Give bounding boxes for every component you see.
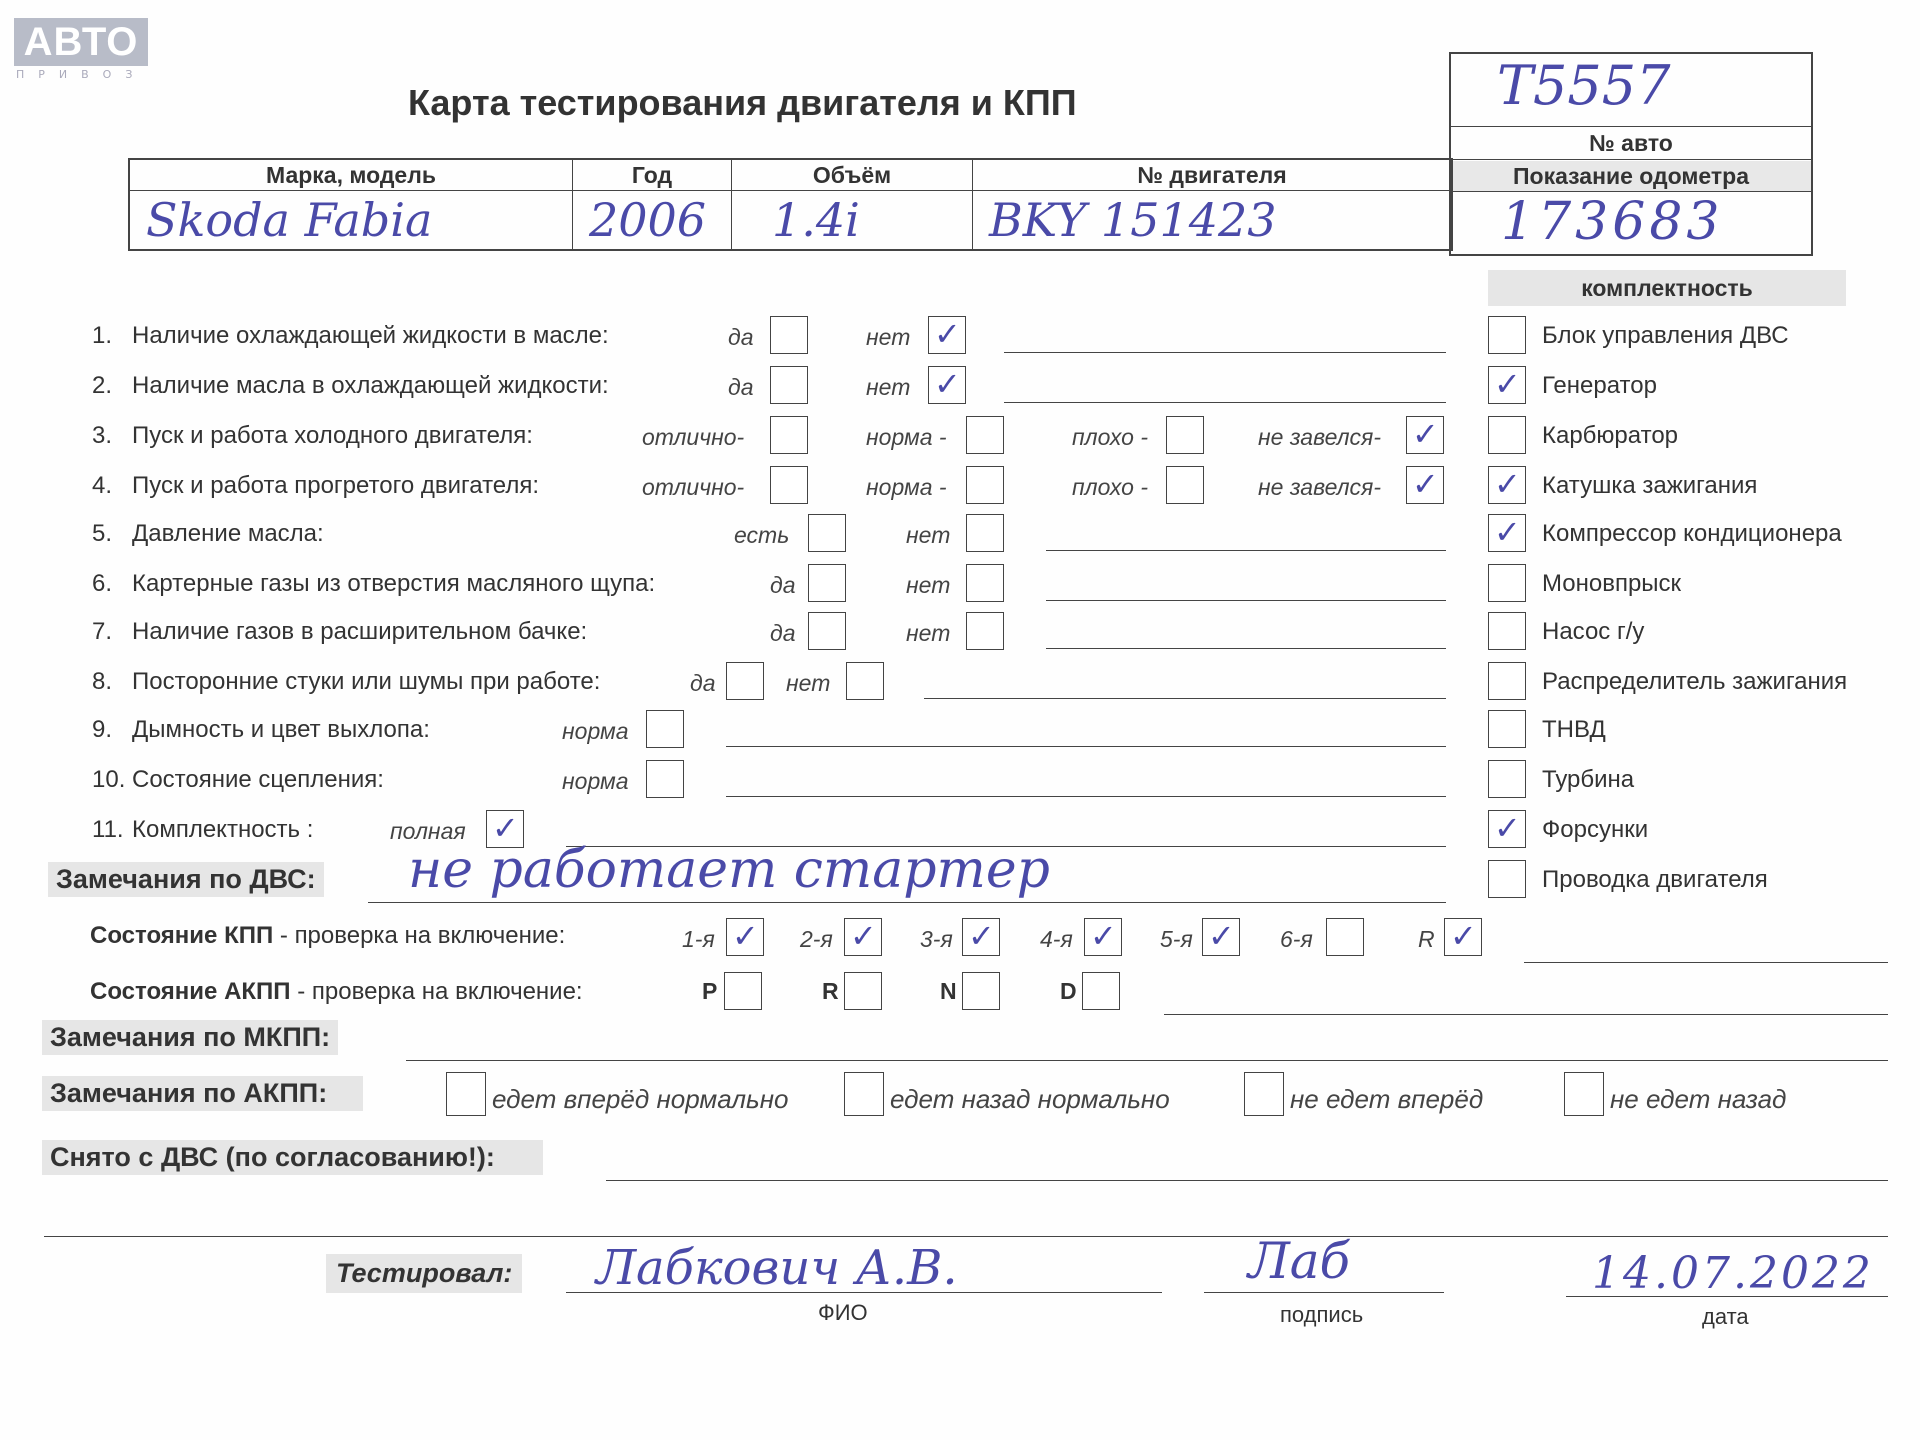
item-number: 1. — [92, 322, 113, 349]
kit-checkbox[interactable] — [1488, 860, 1526, 898]
option-label: есть — [734, 522, 790, 548]
kit-checkbox[interactable] — [1488, 710, 1526, 748]
checkbox[interactable] — [646, 710, 684, 748]
item-number: 6. — [92, 570, 113, 597]
checkbox[interactable] — [770, 416, 808, 454]
kit-item-label: Блок управления ДВС — [1542, 322, 1789, 349]
item-label: Давление масла: — [132, 520, 324, 547]
item-number: 11. — [92, 816, 124, 843]
akpp-remark-checkbox[interactable] — [1564, 1072, 1604, 1116]
answer-line — [1004, 402, 1446, 403]
kit-item-label: Насос г/у — [1542, 618, 1645, 645]
kit-checkbox[interactable] — [1488, 612, 1526, 650]
gear-checkbox[interactable] — [726, 918, 764, 956]
kit-checkbox[interactable] — [1488, 466, 1526, 504]
kit-item-label: ТНВД — [1542, 716, 1606, 743]
option-label: нет — [906, 522, 951, 548]
model-value: Skoda Fabia — [129, 191, 573, 251]
item-number: 7. — [92, 618, 113, 645]
checkbox[interactable] — [726, 662, 764, 700]
mode-label: D — [1060, 978, 1077, 1004]
answer-line — [1004, 352, 1446, 353]
option-label: норма — [562, 718, 629, 744]
dvs-remarks-label: Замечания по ДВС: — [48, 862, 324, 897]
col-engine-no: № двигателя — [973, 159, 1453, 191]
fio-caption: ФИО — [818, 1300, 868, 1325]
year-value: 2006 — [573, 191, 732, 251]
logo-subtitle: ПРИВОЗ — [16, 68, 147, 81]
checkbox[interactable] — [770, 366, 808, 404]
answer-line — [924, 698, 1446, 699]
mode-checkbox[interactable] — [1082, 972, 1120, 1010]
akpp-remark-checkbox[interactable] — [844, 1072, 884, 1116]
car-info-box — [1449, 52, 1813, 256]
date-caption: дата — [1702, 1304, 1749, 1329]
tested-label: Тестировал: — [326, 1254, 522, 1293]
checkbox[interactable] — [1406, 466, 1444, 504]
kit-item-label: Распределитель зажигания — [1542, 668, 1848, 695]
item-number: 4. — [92, 472, 113, 499]
checkbox[interactable] — [808, 514, 846, 552]
car-number-value: T5557 — [1497, 54, 1671, 117]
kit-item-label: Карбюратор — [1542, 422, 1679, 449]
gear-label: 5-я — [1160, 926, 1193, 952]
checkbox[interactable] — [770, 316, 808, 354]
kit-checkbox[interactable] — [1488, 416, 1526, 454]
checkbox[interactable] — [966, 564, 1004, 602]
gear-checkbox[interactable] — [1202, 918, 1240, 956]
checkbox[interactable] — [770, 466, 808, 504]
checkbox[interactable] — [928, 366, 966, 404]
akpp-remarks-label: Замечания по АКПП: — [42, 1076, 363, 1111]
kpp-label — [90, 922, 565, 950]
kit-item-label: Проводка двигателя — [1542, 866, 1768, 893]
mode-checkbox[interactable] — [962, 972, 1000, 1010]
checkbox[interactable] — [966, 612, 1004, 650]
gear-checkbox[interactable] — [962, 918, 1000, 956]
volume-value: 1.4i — [732, 191, 973, 251]
akpp-remark-label: едет вперёд нормально — [492, 1084, 789, 1114]
dvs-remarks-value: не работает стартер — [408, 840, 1050, 900]
item-label: Наличие газов в расширительном бачке: — [132, 618, 588, 645]
removed-line — [606, 1180, 1888, 1181]
removed-label: Снято с ДВС (по согласованию!): — [42, 1140, 543, 1175]
option-label: нет — [866, 374, 911, 400]
gear-checkbox[interactable] — [1084, 918, 1122, 956]
mode-label: P — [702, 978, 718, 1004]
item-label: Состояние сцепления: — [132, 766, 384, 793]
kit-checkbox[interactable] — [1488, 810, 1526, 848]
date-line — [1566, 1296, 1888, 1297]
checkbox[interactable] — [846, 662, 884, 700]
tester-signature: Лаб — [1248, 1232, 1351, 1290]
mkpp-remarks-label: Замечания по МКПП: — [42, 1020, 338, 1055]
answer-line — [1046, 550, 1446, 551]
car-number-label: № авто — [1589, 130, 1673, 156]
item-number: 2. — [92, 372, 113, 399]
option-label: да — [770, 572, 796, 598]
checkbox[interactable] — [966, 466, 1004, 504]
kpp-line — [1524, 962, 1888, 963]
mode-label: N — [940, 978, 957, 1004]
item-number: 8. — [92, 668, 113, 695]
item-label: Пуск и работа холодного двигателя: — [132, 422, 533, 449]
item-label: Пуск и работа прогретого двигателя: — [132, 472, 540, 499]
option-label: да — [770, 620, 796, 646]
mkpp-remarks-line — [406, 1060, 1888, 1061]
page-title: Карта тестирования двигателя и КПП — [408, 82, 1077, 123]
option-label: норма - — [866, 474, 947, 500]
option-label: отлично- — [642, 474, 745, 500]
gear-label: 2-я — [800, 926, 833, 952]
engine-no-value: BKY 151423 — [973, 191, 1453, 251]
gear-label: 4-я — [1040, 926, 1073, 952]
kit-title: комплектность — [1488, 270, 1846, 306]
tester-fio: Лабкович А.В. — [596, 1240, 958, 1296]
mode-checkbox[interactable] — [844, 972, 882, 1010]
odometer-value: 173683 — [1501, 192, 1724, 252]
kit-checkbox[interactable] — [1488, 514, 1526, 552]
kit-item-label: Форсунки — [1542, 816, 1649, 843]
option-label: плохо - — [1072, 474, 1148, 500]
option-label: да — [728, 324, 754, 350]
answer-line — [1046, 600, 1446, 601]
answer-line — [1046, 648, 1446, 649]
mode-checkbox[interactable] — [724, 972, 762, 1010]
col-year: Год — [573, 159, 732, 191]
answer-line — [726, 796, 1446, 797]
dvs-remarks-line — [368, 902, 1446, 903]
col-volume: Объём — [732, 159, 973, 191]
option-label: нет — [906, 620, 951, 646]
gear-checkbox[interactable] — [1444, 918, 1482, 956]
col-model: Марка, модель — [129, 159, 573, 191]
odometer-label: Показание одометра — [1451, 161, 1811, 191]
item-label: Наличие масла в охлаждающей жидкости: — [132, 372, 609, 399]
checkbox[interactable] — [1406, 416, 1444, 454]
akpp-line — [1164, 1014, 1888, 1015]
checkbox[interactable] — [966, 514, 1004, 552]
fio-line — [566, 1292, 1162, 1293]
option-label: не завелся- — [1258, 474, 1382, 500]
akpp-remark-checkbox[interactable] — [1244, 1072, 1284, 1116]
kit-item-label: Моновпрыск — [1542, 570, 1682, 597]
item-label: Картерные газы из отверстия масляного щупа: — [132, 570, 656, 597]
checkbox[interactable] — [1166, 416, 1204, 454]
item-label: Наличие охлаждающей жидкости в масле: — [132, 322, 609, 349]
checkbox[interactable] — [1166, 466, 1204, 504]
gear-checkbox[interactable] — [844, 918, 882, 956]
checkbox[interactable] — [646, 760, 684, 798]
option-label: да — [690, 670, 716, 696]
kpp-label-rest: - проверка на включение: — [273, 922, 566, 949]
logo: АВТО — [14, 18, 148, 66]
kit-item-label: Компрессор кондиционера — [1542, 520, 1842, 547]
option-label: нет — [866, 324, 911, 350]
option-label: отлично- — [642, 424, 745, 450]
option-label: полная — [390, 818, 466, 844]
option-label: нет — [906, 572, 951, 598]
answer-line — [726, 746, 1446, 747]
checkbox[interactable] — [966, 416, 1004, 454]
kit-checkbox[interactable] — [1488, 316, 1526, 354]
akpp-remark-label: не едет назад — [1610, 1084, 1787, 1114]
separator-line — [44, 1236, 1888, 1237]
checkbox[interactable] — [808, 564, 846, 602]
test-date: 14.07.2022 — [1592, 1248, 1874, 1299]
sign-line — [1204, 1292, 1444, 1293]
option-label: плохо - — [1072, 424, 1148, 450]
kit-item-label: Турбина — [1542, 766, 1635, 793]
gear-label: 6-я — [1280, 926, 1313, 952]
kit-checkbox[interactable] — [1488, 760, 1526, 798]
kit-checkbox[interactable] — [1488, 564, 1526, 602]
item-label: Посторонние стуки или шумы при работе: — [132, 668, 601, 695]
option-label: не завелся- — [1258, 424, 1382, 450]
akpp-remark-label: едет назад нормально — [890, 1084, 1170, 1114]
kit-checkbox[interactable] — [1488, 366, 1526, 404]
akpp-label-bold: Состояние АКПП — [90, 978, 291, 1005]
gear-label: 1-я — [682, 926, 715, 952]
gear-checkbox[interactable] — [1326, 918, 1364, 956]
akpp-label-rest: - проверка на включение: — [290, 978, 583, 1005]
mode-label: R — [822, 978, 839, 1004]
kit-item-label: Катушка зажигания — [1542, 472, 1758, 499]
option-label: норма - — [866, 424, 947, 450]
item-number: 10. — [92, 766, 126, 793]
item-number: 5. — [92, 520, 113, 547]
akpp-label — [90, 978, 583, 1006]
vehicle-table — [128, 158, 1453, 251]
option-label: нет — [786, 670, 831, 696]
gear-label: 3-я — [920, 926, 953, 952]
item-label: Дымность и цвет выхлопа: — [132, 716, 430, 743]
option-label: норма — [562, 768, 629, 794]
akpp-remark-checkbox[interactable] — [446, 1072, 486, 1116]
checkbox[interactable] — [928, 316, 966, 354]
sign-caption: подпись — [1280, 1302, 1364, 1327]
item-number: 9. — [92, 716, 113, 743]
gear-label: R — [1418, 926, 1435, 952]
checkbox[interactable] — [808, 612, 846, 650]
kit-item-label: Генератор — [1542, 372, 1657, 399]
kit-checkbox[interactable] — [1488, 662, 1526, 700]
kpp-label-bold: Состояние КПП — [90, 922, 274, 949]
item-label: Комплектность : — [132, 816, 314, 843]
item-number: 3. — [92, 422, 113, 449]
akpp-remark-label: не едет вперёд — [1290, 1084, 1484, 1114]
option-label: да — [728, 374, 754, 400]
